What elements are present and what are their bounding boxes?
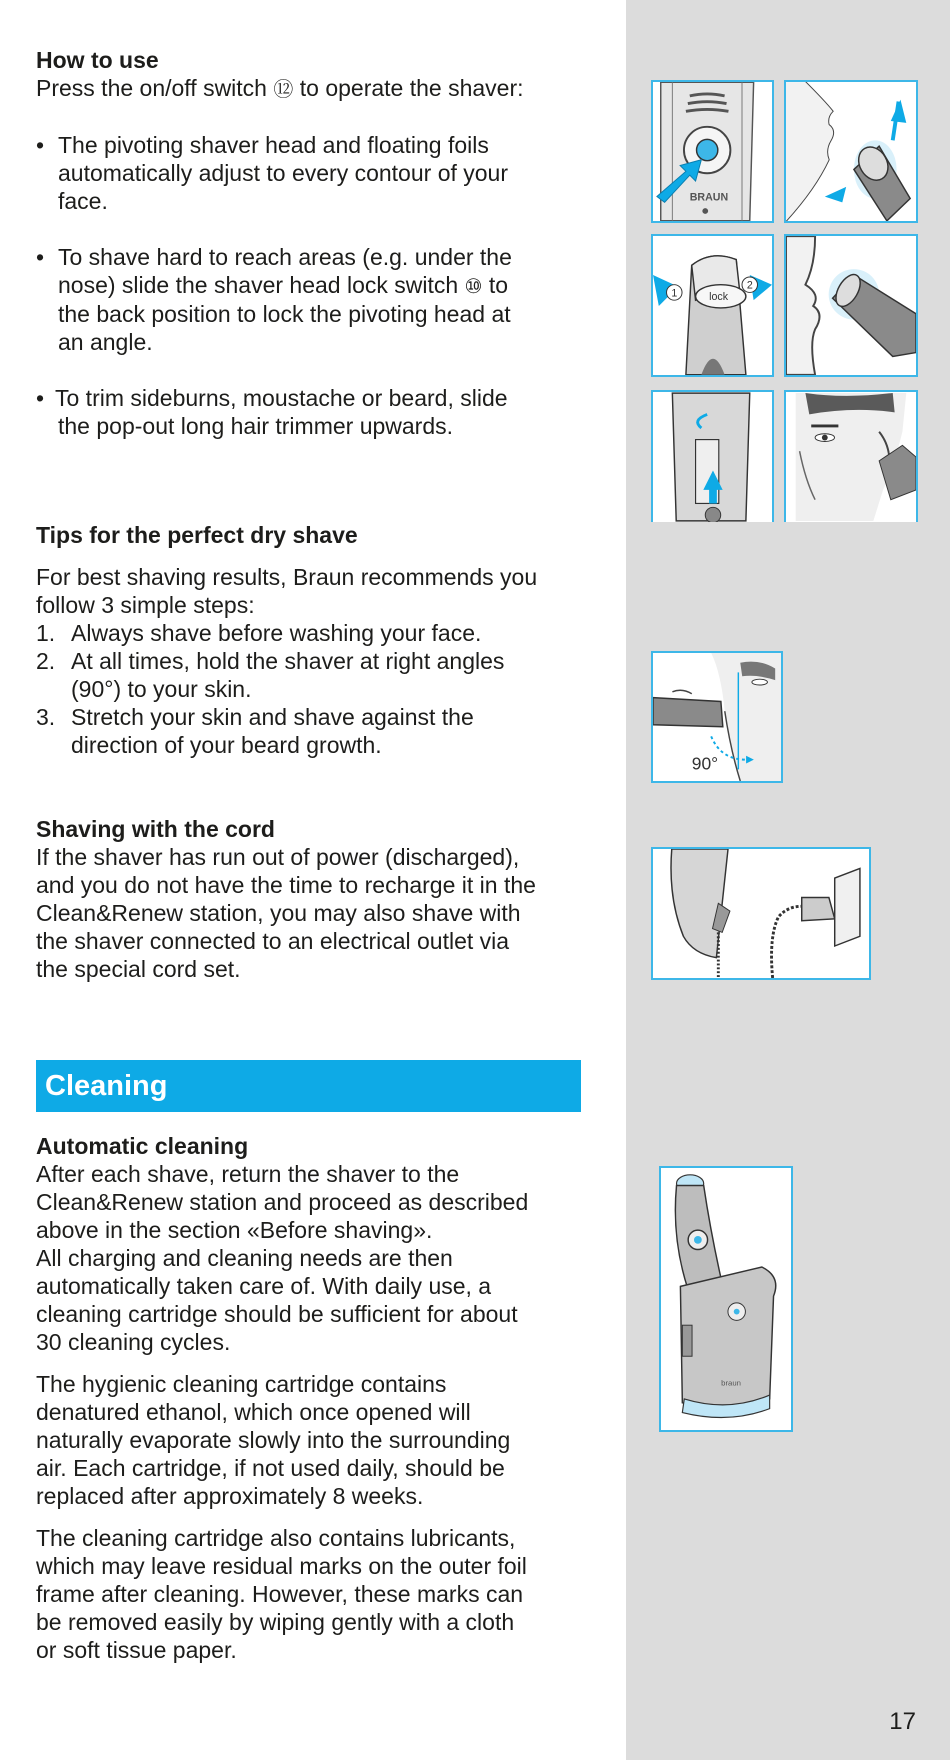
lock-switch-illustration — [651, 234, 774, 377]
lock-switch-number: ⑩ — [464, 274, 483, 298]
bullet-mark: • — [36, 385, 45, 411]
angle-label: 90° — [691, 753, 719, 774]
cord-section: Shaving with the cord If the shaver has run out of power (discharged), and you do not have the time to recharge it in the Clean&Renew station, you may also shave with the shaver connected to an electrical outlet via the special cord set. — [36, 815, 584, 983]
lock-step-1-label: 1 — [671, 287, 678, 300]
bullet-item: • To shave hard to reach areas (e.g. under the nose) slide the shaver head lock switch ⑩ to the back position to lock the pivoting head at an angle. — [36, 244, 512, 355]
bullet-item: • The pivoting shaver head and floating foils automatically adjust to every contour of your face. — [36, 132, 509, 214]
cleaning-section: Automatic cleaning After each shave, return the shaver to the Clean&Renew station and proceed as described above in the section «Before shaving». All charging and cleaning needs are then automatically taken care of. With daily use, a cleaning cartridge should be sufficient for about 30 cleaning cycles. The hygienic cleaning cartridge contains denatured ethanol, which once opened will naturally evaporate slowly into the surrounding air. Each cartridge, if not used daily, should be replaced after approximately 8 weeks. The cleaning cartridge also contains lubricants, which may leave residual marks on the outer foil frame after cleaning. However, these marks can be removed easily by wiping gently with a cloth or soft tissue paper. — [36, 1132, 584, 1664]
on-off-switch-illustration — [651, 80, 774, 223]
cleaning-banner: Cleaning — [36, 1060, 581, 1112]
under-nose-illustration — [784, 234, 918, 377]
shaver-brand-text: BRAUN — [689, 191, 729, 204]
how-to-use-section — [36, 46, 584, 440]
step-item: 3. Stretch your skin and shave against the direction of your beard growth. — [36, 704, 474, 758]
step-item: 1. Always shave before washing your face. — [36, 620, 482, 646]
station-brand-text: braun — [721, 1378, 741, 1388]
lock-step-2-label: 2 — [746, 279, 753, 292]
clean-renew-station-illustration — [659, 1166, 793, 1432]
automatic-cleaning-heading: Automatic cleaning — [36, 1133, 249, 1159]
how-to-use-intro: Press the on/off switch ⑫ to operate the shaver: — [36, 75, 524, 101]
sideburn-trim-illustration — [784, 390, 918, 522]
right-angle-illustration — [651, 651, 783, 783]
bullet-mark: • — [36, 244, 45, 270]
bullet-mark: • — [36, 132, 45, 158]
pivoting-head-illustration — [784, 80, 918, 223]
step-item: 2. At all times, hold the shaver at right angles (90°) to your skin. — [36, 648, 505, 702]
cord-illustration — [651, 847, 871, 980]
cord-heading: Shaving with the cord — [36, 816, 275, 842]
how-to-use-heading: How to use — [36, 47, 159, 73]
lock-label: lock — [709, 291, 729, 304]
bullet-item: • To trim sideburns, moustache or beard, slide the pop-out long hair trimmer upwards. — [36, 385, 508, 439]
trimmer-up-illustration — [651, 390, 774, 522]
tips-section: Tips for the perfect dry shave For best shaving results, Braun recommends you follow 3 simple steps: 1. Always shave before washing your face. 2. At all times, hold the shaver at right angles (90°) to your skin. 3. Stretch your skin and shave against the direction of your beard growth. — [36, 521, 584, 759]
page-number: 17 — [889, 1708, 916, 1735]
tips-heading: Tips for the perfect dry shave — [36, 522, 358, 548]
on-off-switch-number: ⑫ — [273, 77, 294, 101]
